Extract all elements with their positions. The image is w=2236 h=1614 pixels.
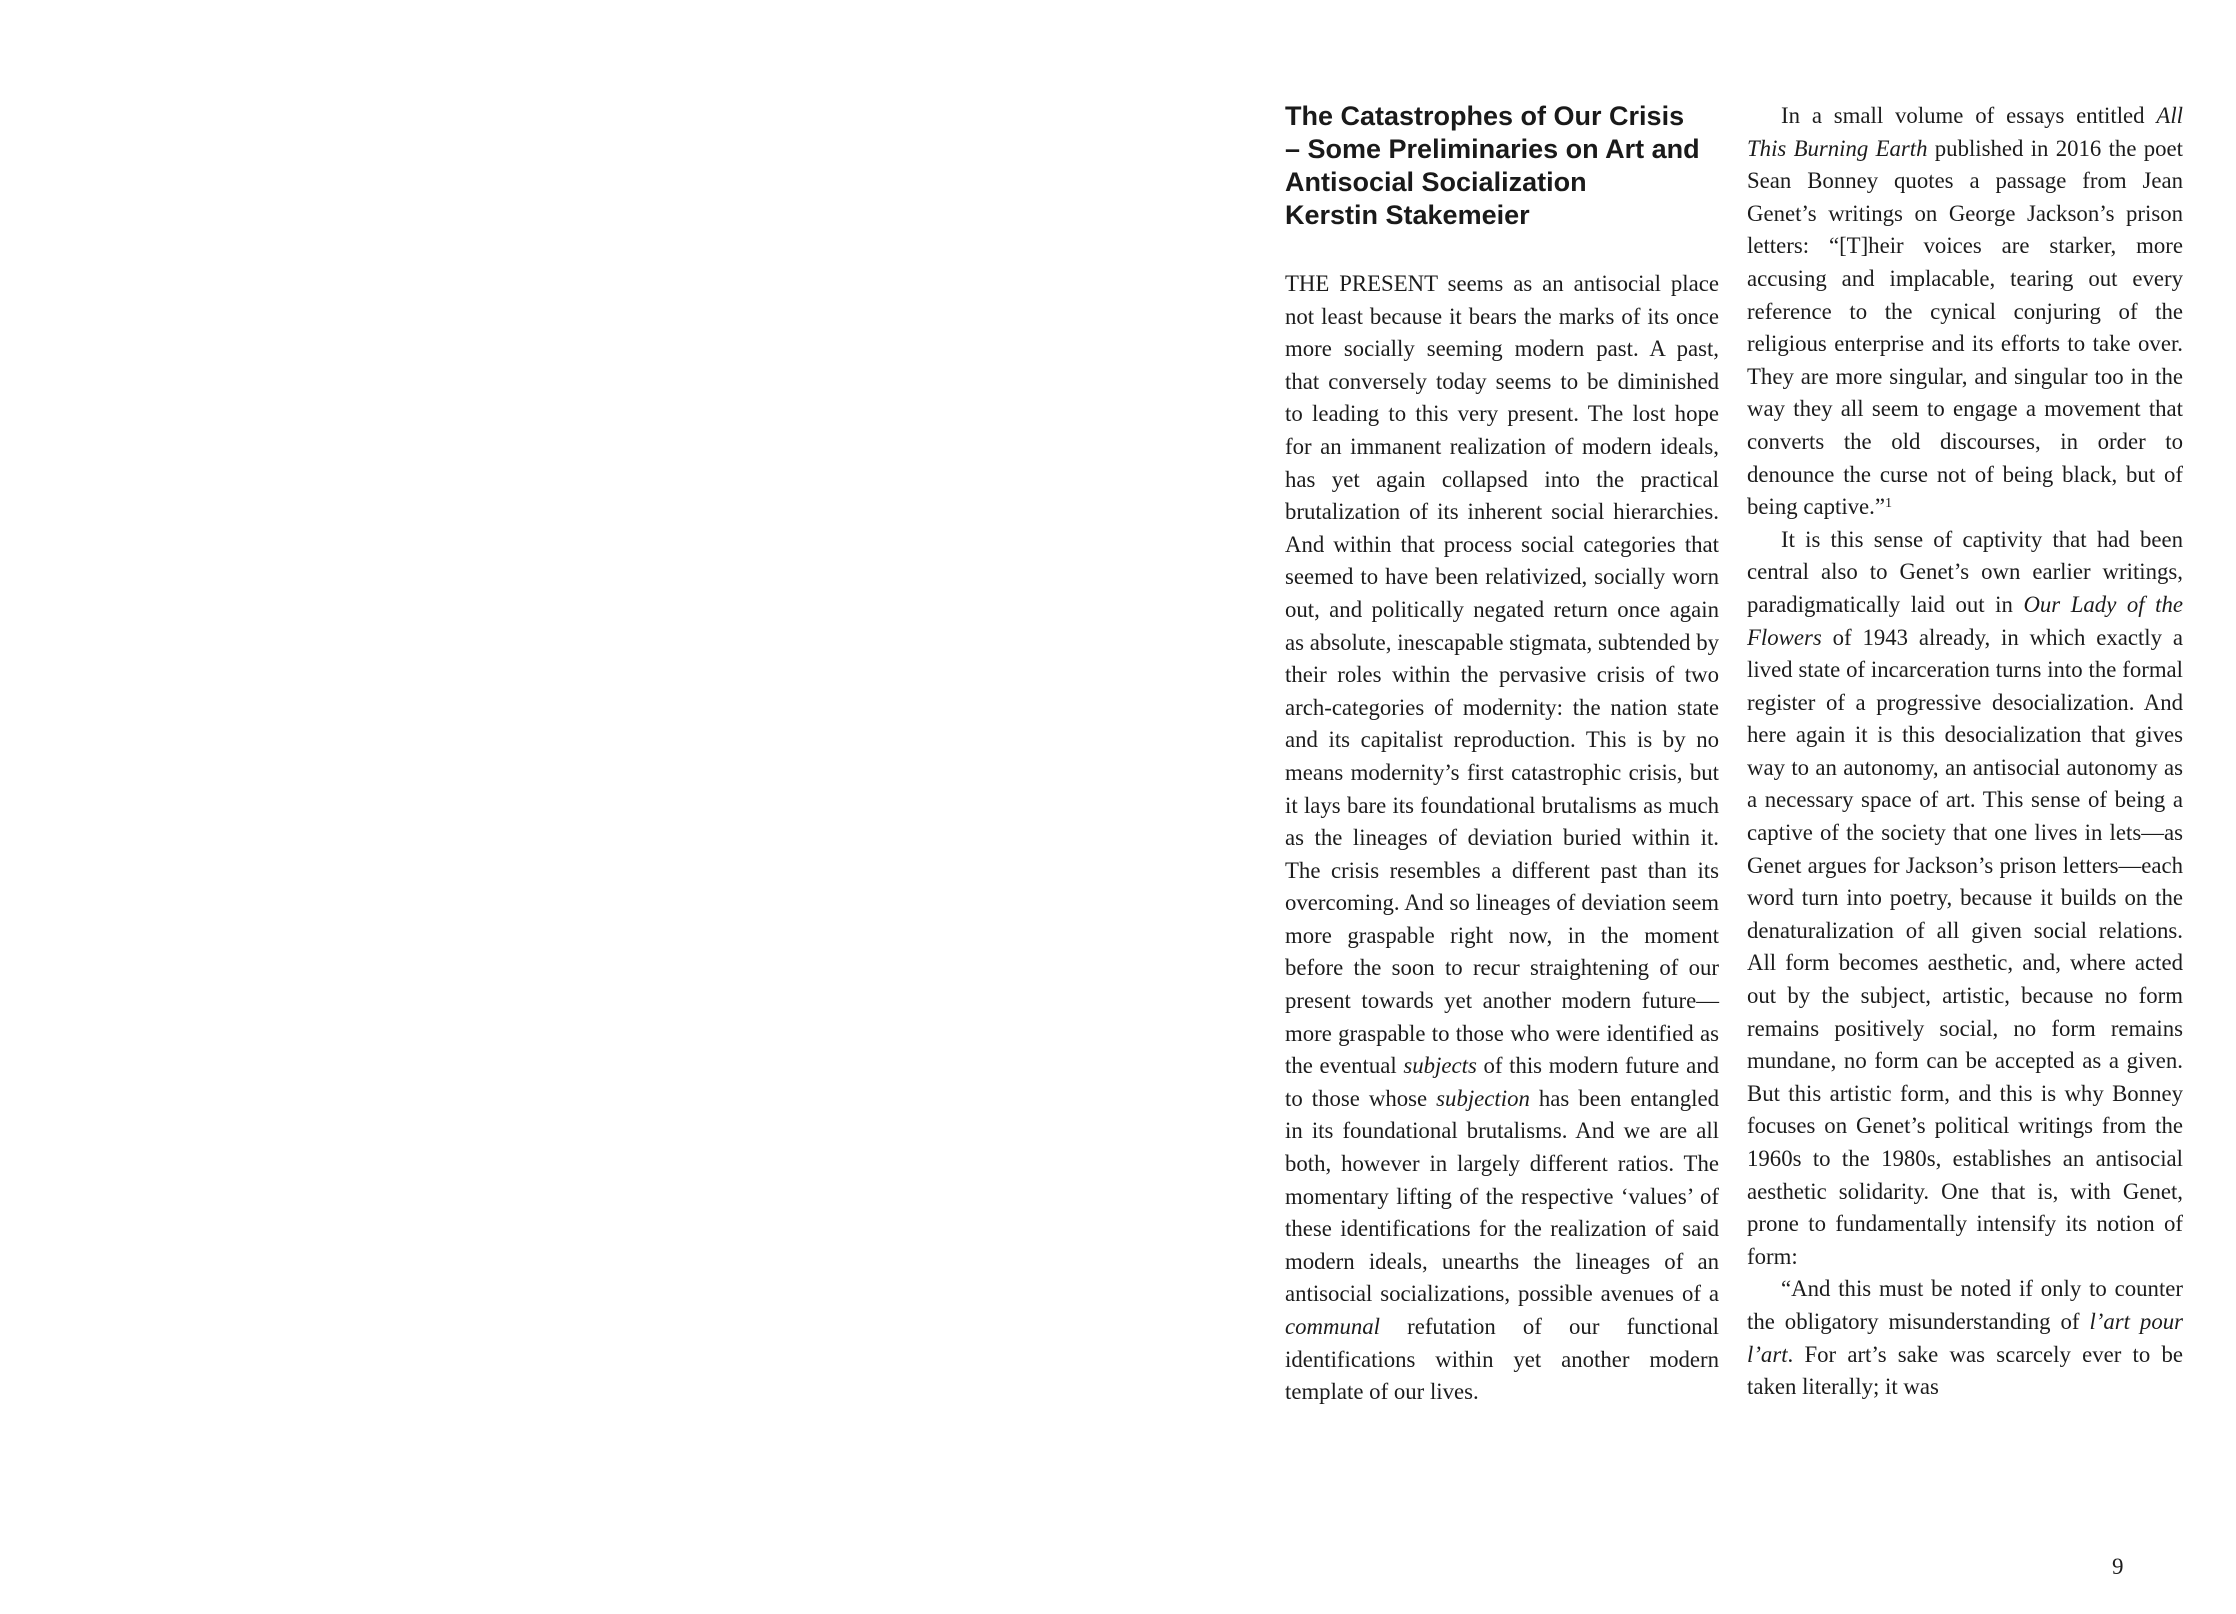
paragraph: THE PRESENT seems as an antisocial place not least because it bears the marks of its once more socially seeming modern past. A past, that conversely today seems to be diminished to leading to this very present. The lost hope for an immanent realization of modern ideals, has yet again collapsed into the practical brutalization of its inherent social hierarchies. And within that process social categories that seemed to have been relativized, socially worn out, and politically negated return once again as absolute, inescapable stigmata, subtended by their roles within the pervasive crisis of two arch-categories of modernity: the nation state and its capitalist reproduction. This is by no means modernity’s first catastrophic crisis, but it lays bare its foundational brutalisms as much as the lineages of deviation buried within it. The crisis resembles a different past than its overcoming. And so lineages of deviation seem more graspable right now, in the moment before the soon to recur straightening of our present towards yet another modern future—more graspable to those who were identified as the eventual subjects of this modern future and to those whose subjection has been entangled in its foundational brutalisms. And we are all both, however in largely different ratios. The momentary lifting of the respective ‘values’ of these identifications for the realization of said modern ideals, unearths the lineages of an antisocial socializations, possible avenues of a communal refutation of our functional identifications within yet another modern template of our lives. xyxy=(1285,271,1719,1405)
page-number: 9 xyxy=(2112,1554,2124,1579)
article-header xyxy=(1285,100,1719,232)
paragraph: In a small volume of essays entitled All This Burning Earth published in 2016 the poet Sean Bonney quotes a passage from Jean Genet’s writings on George Jackson’s prison letters: “[T]heir voices are starker, more accusing and implacable, tearing out every reference to the cynical conjuring of the religious enterprise and its efforts to take over. They are more singular, and singular too in the way they all seem to engage a movement that converts the old discourses, in order to denounce the curse not of being black, but of being captive.”$^1$ xyxy=(1747,103,2183,520)
left-column xyxy=(1285,100,1719,1409)
footnote-marker: 1 xyxy=(1884,495,1893,512)
title-line-2: – Some Preliminaries on Art and xyxy=(1285,134,1700,164)
article-title xyxy=(1285,100,1719,199)
title-line-1: The Catastrophes of Our Crisis xyxy=(1285,101,1685,131)
left-column-text xyxy=(1285,268,1719,1409)
title-line-3: Antisocial Socialization xyxy=(1285,167,1587,197)
paragraph: It is this sense of captivity that had been central also to Genet’s own earlier writings, paradigmatically laid out in Our Lady of the Flowers of 1943 already, in which exactly a lived state of incarceration turns into the formal register of a progressive desocialization. And here again it is this desocialization that gives way to an autonomy, an antisocial autonomy as a necessary space of art. This sense of being a captive of the society that one lives in lets—as Genet argues for Jackson’s prison letters—each word turn into poetry, because it builds on the denaturalization of all given social relations. All form becomes aesthetic, and, where acted out by the subject, artistic, because no form remains positively social, no form remains mundane, no form can be accepted as a given. But this artistic form, and this is why Bonney focuses on Genet’s political writings from the 1960s to the 1980s, establishes an antisocial aesthetic solidarity. One that is, with Genet, prone to fundamentally intensify its notion of form: xyxy=(1747,526,2183,1269)
right-column-text xyxy=(1747,100,2183,1404)
paragraph: “And this must be noted if only to counter the obligatory misunderstanding of l’art pour l’art. For art’s sake was scarcely ever to be taken literally; it was xyxy=(1747,1276,2184,1400)
article-author: Kerstin Stakemeier xyxy=(1285,200,1530,230)
right-column xyxy=(1747,100,2183,1404)
